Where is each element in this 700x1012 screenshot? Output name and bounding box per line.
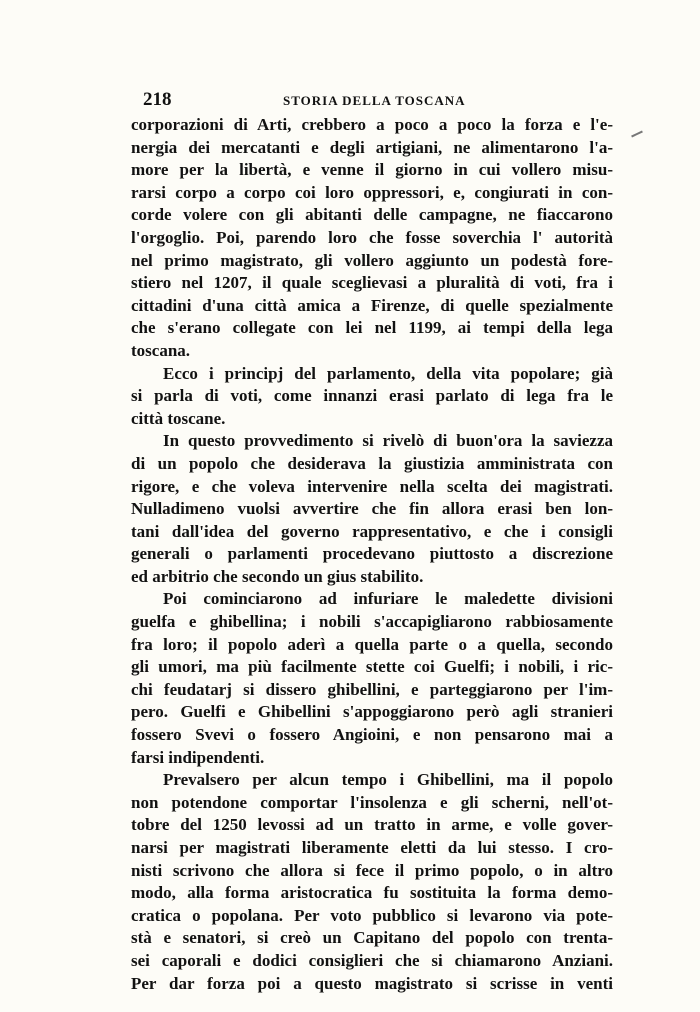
body-text	[131, 114, 613, 995]
text-line: non potendone comportar l'insolenza e gli scherni, nell'ot-	[131, 792, 613, 812]
text-line: tani dall'idea del governo rappresentativo, e che i consigli	[131, 521, 613, 541]
text-line: guelfa e ghibellina; i nobili s'accapigliarono rabbiosamente	[131, 612, 613, 632]
text-line: fra loro; il popolo aderì a quella parte o a quella, secondo	[131, 634, 613, 654]
text-line: Per dar forza poi a questo magistrato si scrisse in venti	[131, 973, 613, 993]
text-line: rarsi corpo a corpo coi loro oppressori, e, congiurati in con-	[131, 182, 613, 202]
page-header	[131, 88, 613, 112]
text-line: generali o parlamenti procedevano piuttosto a discrezione	[131, 544, 613, 564]
text-line: nel primo magistrato, gli vollero aggiunto un podestà fore-	[131, 250, 613, 270]
margin-mark	[631, 131, 643, 138]
text-line: nergia dei mercatanti e degli artigiani, ne alimentarono l'a-	[131, 137, 613, 157]
text-line: toscana.	[131, 340, 191, 360]
page-number: 218	[143, 89, 172, 110]
text-line: stiero nel 1207, il quale sceglievasi a pluralità di voti, fra i	[131, 273, 613, 293]
text-line: gli umori, ma più facilmente stette coi Guelfi; i nobili, i ric-	[131, 657, 613, 677]
text-line: sei caporali e dodici consiglieri che si chiamarono Anziani.	[131, 950, 613, 970]
text-line: farsi indipendenti.	[131, 747, 265, 767]
running-head: STORIA DELLA TOSCANA	[283, 93, 466, 108]
text-line: Nulladimeno vuolsi avvertire che fin allora erasi ben lon-	[131, 499, 613, 519]
text-line: città toscane.	[131, 408, 226, 428]
text-line: si parla di voti, come innanzi erasi parlato di lega fra le	[131, 386, 613, 406]
text-line: che s'erano collegate con lei nel 1199, ai tempi della lega	[131, 318, 613, 338]
text-line: rigore, e che voleva intervenire nella scelta dei magistrati.	[131, 476, 613, 496]
text-line: Prevalsero per alcun tempo i Ghibellini, ma il popolo	[163, 770, 613, 790]
text-line: In questo provvedimento si rivelò di buon'ora la saviezza	[163, 431, 613, 451]
text-line: Poi cominciarono ad infuriare le maledette divisioni	[163, 589, 613, 609]
text-line: di un popolo che desiderava la giustizia amministrata con	[131, 453, 613, 473]
text-line: narsi per magistrati liberamente eletti da lui stesso. I cro-	[131, 838, 613, 857]
text-line: cratica o popolana. Per voto pubblico si levarono via pote-	[131, 905, 613, 925]
text-line: more per la libertà, e venne il giorno in cui vollero misu-	[131, 160, 613, 180]
text-line: corde volere con gli abitanti delle campagne, ne fiaccarono	[131, 205, 613, 225]
text-line: modo, alla forma aristocratica fu sostituita la forma demo-	[131, 883, 613, 903]
text-line: stà e senatori, si creò un Capitano del popolo con trenta-	[131, 928, 613, 948]
text-line: l'orgoglio. Poi, parendo loro che fosse soverchia l' autorità	[131, 227, 613, 247]
text-line: Ecco i principj del parlamento, della vita popolare; già	[163, 363, 613, 383]
text-line: chi feudatarj si dissero ghibellini, e parteggiarono per l'im-	[131, 679, 613, 699]
text-line: ed arbitrio che secondo un gius stabilito.	[131, 566, 424, 586]
text-line: tobre del 1250 levossi ad un tratto in arme, e volle gover-	[131, 815, 613, 835]
text-line: corporazioni di Arti, crebbero a poco a poco la forza e l'e-	[131, 115, 613, 134]
text-line: fossero Svevi o fossero Angioini, e non pensarono mai a	[131, 725, 613, 745]
text-line: cittadini d'una città amica a Firenze, di quelle spezialmente	[131, 295, 613, 315]
text-line: pero. Guelfi e Ghibellini s'appoggiarono però agli stranieri	[131, 702, 613, 722]
text-line: nisti scrivono che allora si fece il primo popolo, o in altro	[131, 860, 613, 880]
